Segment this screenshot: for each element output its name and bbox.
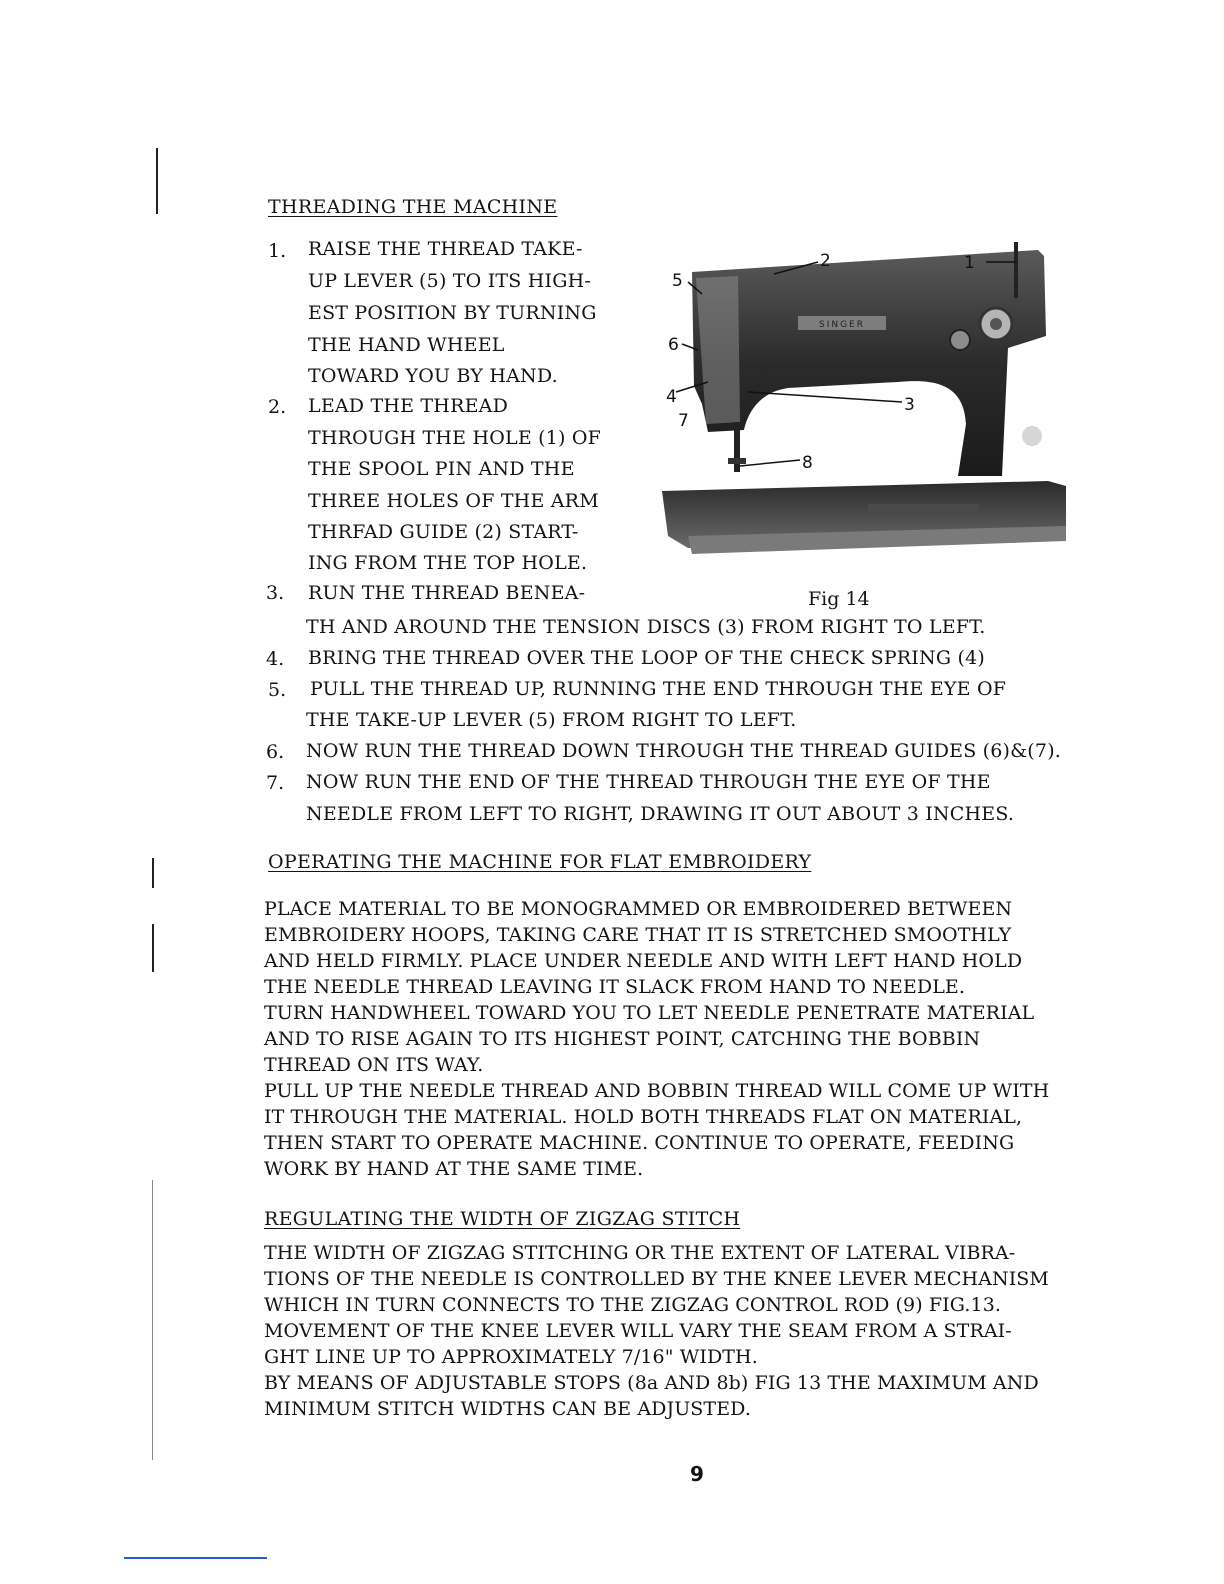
step-line: NOW RUN THE END OF THE THREAD THROUGH THE EYE OF THE <box>306 771 991 793</box>
step-number: 1. <box>268 240 287 262</box>
machine-arm <box>692 250 1046 476</box>
step-line: THE SPOOL PIN AND THE <box>308 458 575 480</box>
callout-5: 5 <box>672 271 683 291</box>
slide-plate <box>868 504 978 514</box>
sewing-machine-figure <box>648 236 1096 576</box>
text-line: BY MEANS OF ADJUSTABLE STOPS (8a AND 8b) FIG 13 THE MAXIMUM AND <box>264 1372 1039 1394</box>
text-line: WHICH IN TURN CONNECTS TO THE ZIGZAG CONTROL ROD (9) FIG.13. <box>264 1294 1002 1316</box>
step-line: LEAD THE THREAD <box>308 395 509 417</box>
step-number: 4. <box>266 648 285 670</box>
callout-2: 2 <box>820 251 831 271</box>
step-line: TH AND AROUND THE TENSION DISCS (3) FROM RIGHT TO LEFT. <box>306 616 986 638</box>
section-heading-threading: THREADING THE MACHINE <box>268 196 558 218</box>
step-line: THE TAKE-UP LEVER (5) FROM RIGHT TO LEFT. <box>306 709 797 731</box>
callout-7: 7 <box>678 411 689 431</box>
stitch-dial <box>1022 426 1042 446</box>
text-line: THREAD ON ITS WAY. <box>264 1054 484 1076</box>
scan-mark <box>152 858 154 888</box>
callout-6: 6 <box>668 335 679 355</box>
text-line: MINIMUM STITCH WIDTHS CAN BE ADJUSTED. <box>264 1398 751 1420</box>
callout-8: 8 <box>802 453 813 473</box>
step-line: UP LEVER (5) TO ITS HIGH- <box>308 270 591 292</box>
text-line: MOVEMENT OF THE KNEE LEVER WILL VARY THE SEAM FROM A STRAI- <box>264 1320 1012 1342</box>
hand-wheel-hub <box>990 318 1002 330</box>
text-line: TURN HANDWHEEL TOWARD YOU TO LET NEEDLE PENETRATE MATERIAL <box>264 1002 1035 1024</box>
step-line: NEEDLE FROM LEFT TO RIGHT, DRAWING IT OUT ABOUT 3 INCHES. <box>306 803 1015 825</box>
text-line: TIONS OF THE NEEDLE IS CONTROLLED BY THE KNEE LEVER MECHANISM <box>264 1268 1049 1290</box>
step-line: ING FROM THE TOP HOLE. <box>308 552 588 574</box>
page-number: 9 <box>690 1462 704 1486</box>
tension-knob <box>950 330 970 350</box>
text-line: AND TO RISE AGAIN TO ITS HIGHEST POINT, CATCHING THE BOBBIN <box>264 1028 981 1050</box>
text-line: PLACE MATERIAL TO BE MONOGRAMMED OR EMBROIDERED BETWEEN <box>264 898 1013 920</box>
section-heading-operating: OPERATING THE MACHINE FOR FLAT EMBROIDERY <box>268 851 812 873</box>
scan-mark <box>156 148 158 214</box>
step-line: THREE HOLES OF THE ARM <box>308 490 599 512</box>
step-number: 6. <box>266 741 285 763</box>
text-line: THEN START TO OPERATE MACHINE. CONTINUE TO OPERATE, FEEDING <box>264 1132 1015 1154</box>
step-line: EST POSITION BY TURNING <box>308 302 597 324</box>
callout-3: 3 <box>904 395 915 415</box>
text-line: THE NEEDLE THREAD LEAVING IT SLACK FROM HAND TO NEEDLE. <box>264 976 966 998</box>
step-line: THRFAD GUIDE (2) START- <box>308 521 579 543</box>
text-line: GHT LINE UP TO APPROXIMATELY 7/16" WIDTH. <box>264 1346 758 1368</box>
section-heading-regulating: REGULATING THE WIDTH OF ZIGZAG STITCH <box>264 1208 741 1230</box>
callout-4: 4 <box>666 387 677 407</box>
brand-decal-text: SINGER <box>818 320 866 330</box>
spool-pin <box>1014 242 1018 298</box>
step-number: 3. <box>266 582 285 604</box>
step-line: THE HAND WHEEL <box>308 334 505 356</box>
text-line: IT THROUGH THE MATERIAL. HOLD BOTH THREADS FLAT ON MATERIAL, <box>264 1106 1023 1128</box>
needle-bar <box>734 422 740 472</box>
operating-paragraph <box>264 896 1049 1182</box>
figure-caption: Fig 14 <box>808 588 870 610</box>
scan-mark <box>152 1180 153 1460</box>
presser-foot <box>728 458 746 464</box>
text-line: AND HELD FIRMLY. PLACE UNDER NEEDLE AND WITH LEFT HAND HOLD <box>264 950 1023 972</box>
text-line: WORK BY HAND AT THE SAME TIME. <box>264 1158 644 1180</box>
step-number: 7. <box>266 772 285 794</box>
step-line: TOWARD YOU BY HAND. <box>308 365 558 387</box>
callout-1: 1 <box>964 253 975 273</box>
text-line: PULL UP THE NEEDLE THREAD AND BOBBIN THREAD WILL COME UP WITH <box>264 1080 1050 1102</box>
text-line: EMBROIDERY HOOPS, TAKING CARE THAT IT IS STRETCHED SMOOTHLY <box>264 924 1012 946</box>
step-number: 5. <box>268 679 287 701</box>
step-line: NOW RUN THE THREAD DOWN THROUGH THE THREAD GUIDES (6)&(7). <box>306 740 1062 762</box>
scan-mark <box>124 1557 267 1559</box>
step-line: PULL THE THREAD UP, RUNNING THE END THROUGH THE EYE OF <box>310 678 1007 700</box>
step-line: RAISE THE THREAD TAKE- <box>308 238 583 260</box>
regulating-paragraph <box>264 1240 1049 1422</box>
step-line: THROUGH THE HOLE (1) OF <box>308 427 602 449</box>
step-line: RUN THE THREAD BENEA- <box>308 582 586 604</box>
sewing-machine-illustration <box>648 236 1096 576</box>
scan-mark <box>152 924 154 972</box>
step-line: BRING THE THREAD OVER THE LOOP OF THE CHECK SPRING (4) <box>308 647 985 669</box>
text-line: THE WIDTH OF ZIGZAG STITCHING OR THE EXTENT OF LATERAL VIBRA- <box>264 1242 1016 1264</box>
step-number: 2. <box>268 396 287 418</box>
